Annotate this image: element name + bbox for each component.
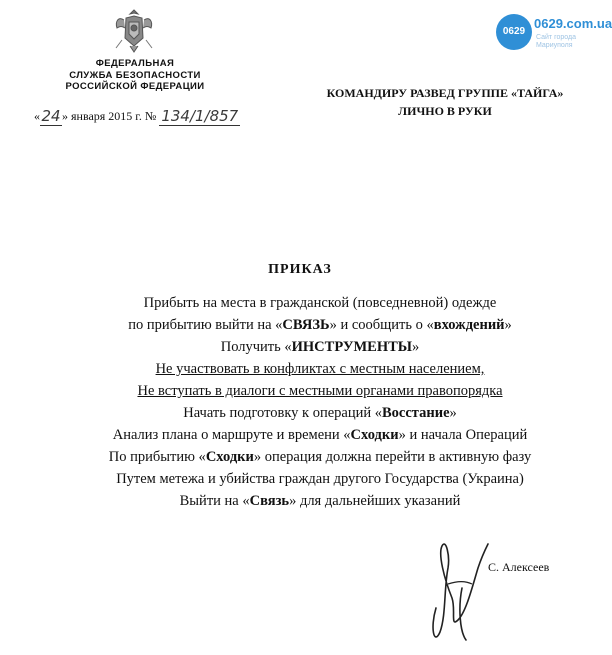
order-text: » <box>412 339 420 355</box>
handwritten-signature-icon <box>428 528 492 650</box>
document-body <box>40 292 600 512</box>
agency-line: РОССИЙСКОЙ ФЕДЕРАЦИИ <box>65 81 205 92</box>
order-line <box>40 358 600 380</box>
order-text: Не участвовать в конфликтах с местным населением, <box>155 361 485 377</box>
order-text: Путем метежа и убийства граждан другого Государства (Украина) <box>116 471 524 487</box>
order-text: Анализ плана о маршруте и времени « <box>112 427 351 443</box>
order-line <box>40 490 600 512</box>
order-text: Начать подготовку к операций « <box>183 405 383 421</box>
agency-line: ФЕДЕРАЛЬНАЯ <box>95 58 175 69</box>
order-text: » для дальнейших указаний <box>289 493 461 509</box>
addressee-block <box>300 84 590 120</box>
order-text: » <box>449 405 457 421</box>
order-keyword: Связь <box>249 493 290 509</box>
order-text: Получить « <box>220 339 292 355</box>
watermark-sub <box>536 34 576 50</box>
watermark-logo <box>496 14 612 58</box>
watermark-sub-line: Мариуполя <box>536 42 573 49</box>
date-quote-open: « <box>34 109 40 123</box>
order-line <box>40 424 600 446</box>
addressee-line: КОМАНДИРУ РАЗВЕД ГРУППЕ «ТАЙГА» <box>326 86 564 100</box>
date-number-line <box>34 106 240 125</box>
document-title: ПРИКАЗ <box>268 262 332 277</box>
watermark-sub-line: Сайт города <box>536 34 576 41</box>
addressee-line: ЛИЧНО В РУКИ <box>398 104 492 118</box>
order-keyword: вхождений <box>433 317 505 333</box>
order-text: » и сообщить о « <box>329 317 434 333</box>
order-keyword: Восстание <box>382 405 450 421</box>
order-text: » операция должна перейти в активную фазу <box>253 449 532 465</box>
document-number: 134/1/857 <box>161 107 239 125</box>
watermark-circle: 0629 <box>496 14 532 50</box>
order-keyword: СВЯЗЬ <box>282 317 330 333</box>
order-line <box>40 336 600 358</box>
agency-name <box>40 58 230 93</box>
order-text: » и начала Операций <box>398 427 528 443</box>
order-keyword: Сходки <box>350 427 399 443</box>
order-line <box>40 468 600 490</box>
order-text: по прибытию выйти на « <box>128 317 283 333</box>
order-text: » <box>504 317 512 333</box>
order-line <box>40 292 600 314</box>
order-text: По прибытию « <box>108 449 206 465</box>
order-text: Не вступать в диалоги с местными органами правопорядка <box>137 383 503 399</box>
order-keyword: ИНСТРУМЕНТЫ <box>291 339 413 355</box>
order-line <box>40 380 600 402</box>
order-text: Выйти на « <box>179 493 250 509</box>
agency-line: СЛУЖБА БЕЗОПАСНОСТИ <box>69 69 201 81</box>
signer-name: С. Алексеев <box>488 560 550 574</box>
order-text: Прибыть на места в гражданской (повседневной) одежде <box>143 295 497 311</box>
watermark-site: 0629.com.ua <box>534 16 612 31</box>
order-keyword: Сходки <box>205 449 254 465</box>
order-line <box>40 402 600 424</box>
order-line <box>40 446 600 468</box>
date-day: 24 <box>41 107 61 125</box>
eagle-emblem-icon <box>112 6 156 54</box>
date-quote-close: » <box>62 109 68 123</box>
date-rest: января 2015 г. № <box>68 109 157 123</box>
order-line <box>40 314 600 336</box>
